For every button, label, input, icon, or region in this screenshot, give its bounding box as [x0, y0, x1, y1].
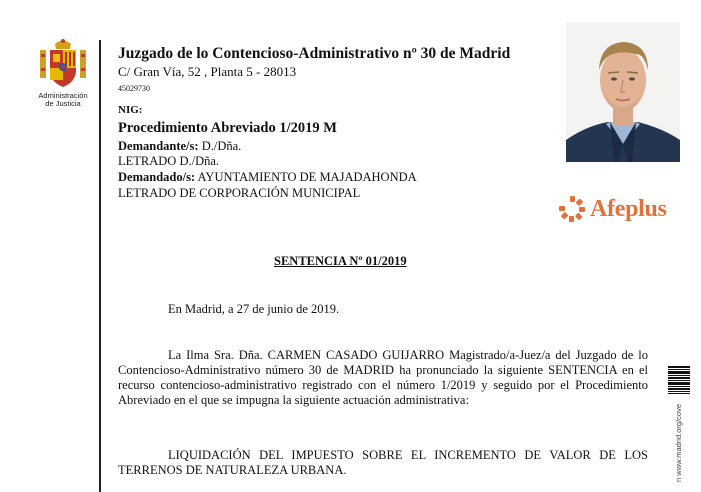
afeplus-wordmark: Afeplus — [590, 195, 667, 222]
procedure-title: Procedimiento Abreviado 1/2019 M — [118, 120, 337, 136]
intro-paragraph-text: La Ilma Sra. Dña. CARMEN CASADO GUIJARRO Magistrado/a-Juez/a del Juzgado de lo Contencioso-Administrativo número 30 de MADRID ha pronunciado la siguiente SENTENCIA en el recurso contencioso-administrativo registrado con el número 1/2019 y seguido por el Procedimiento Abreviado en el que se impugna la siguiente actuación administrativa: — [118, 348, 648, 407]
plaintiff-lawyer: LETRADO D./Dña. — [118, 154, 220, 168]
defendant-label: Demandado/s: — [118, 170, 196, 184]
barcode-icon — [668, 366, 690, 394]
coat-of-arms-logo — [37, 38, 89, 90]
portrait-photo — [566, 22, 680, 162]
contested-act-paragraph — [118, 448, 648, 478]
afeplus-ring-icon — [558, 195, 586, 223]
defendant-value: AYUNTAMIENTO DE MAJADAHONDA — [197, 170, 417, 184]
left-margin-rule — [99, 40, 101, 492]
plaintiff-value: D./Dña. — [201, 139, 242, 153]
afeplus-logo — [558, 192, 667, 226]
place-date: En Madrid, a 27 de junio de 2019. — [168, 302, 340, 316]
nig-label: NIG: — [118, 104, 143, 116]
defendant-lawyer: LETRADO DE CORPORACIÓN MUNICIPAL — [118, 186, 361, 200]
verification-url: n www.madrid.org/cove — [674, 404, 683, 482]
plaintiff-label: Demandante/s: — [118, 139, 199, 153]
intro-paragraph — [118, 348, 648, 408]
crest-caption: Administración de Justicia — [38, 91, 88, 108]
court-name: Juzgado de lo Contencioso-Administrativo nº 30 de Madrid — [118, 45, 511, 62]
plaintiff-line — [118, 139, 241, 154]
court-code: 45029730 — [118, 84, 150, 93]
contested-act-text: LIQUIDACIÓN DEL IMPUESTO SOBRE EL INCREMENTO DE VALOR DE LOS TERRENOS DE NATURALEZA URBANA. — [118, 448, 648, 477]
sentence-title: SENTENCIA Nº 01/2019 — [274, 254, 407, 268]
defendant-line — [118, 170, 417, 185]
court-address: C/ Gran Vía, 52 , Planta 5 - 28013 — [118, 64, 297, 79]
